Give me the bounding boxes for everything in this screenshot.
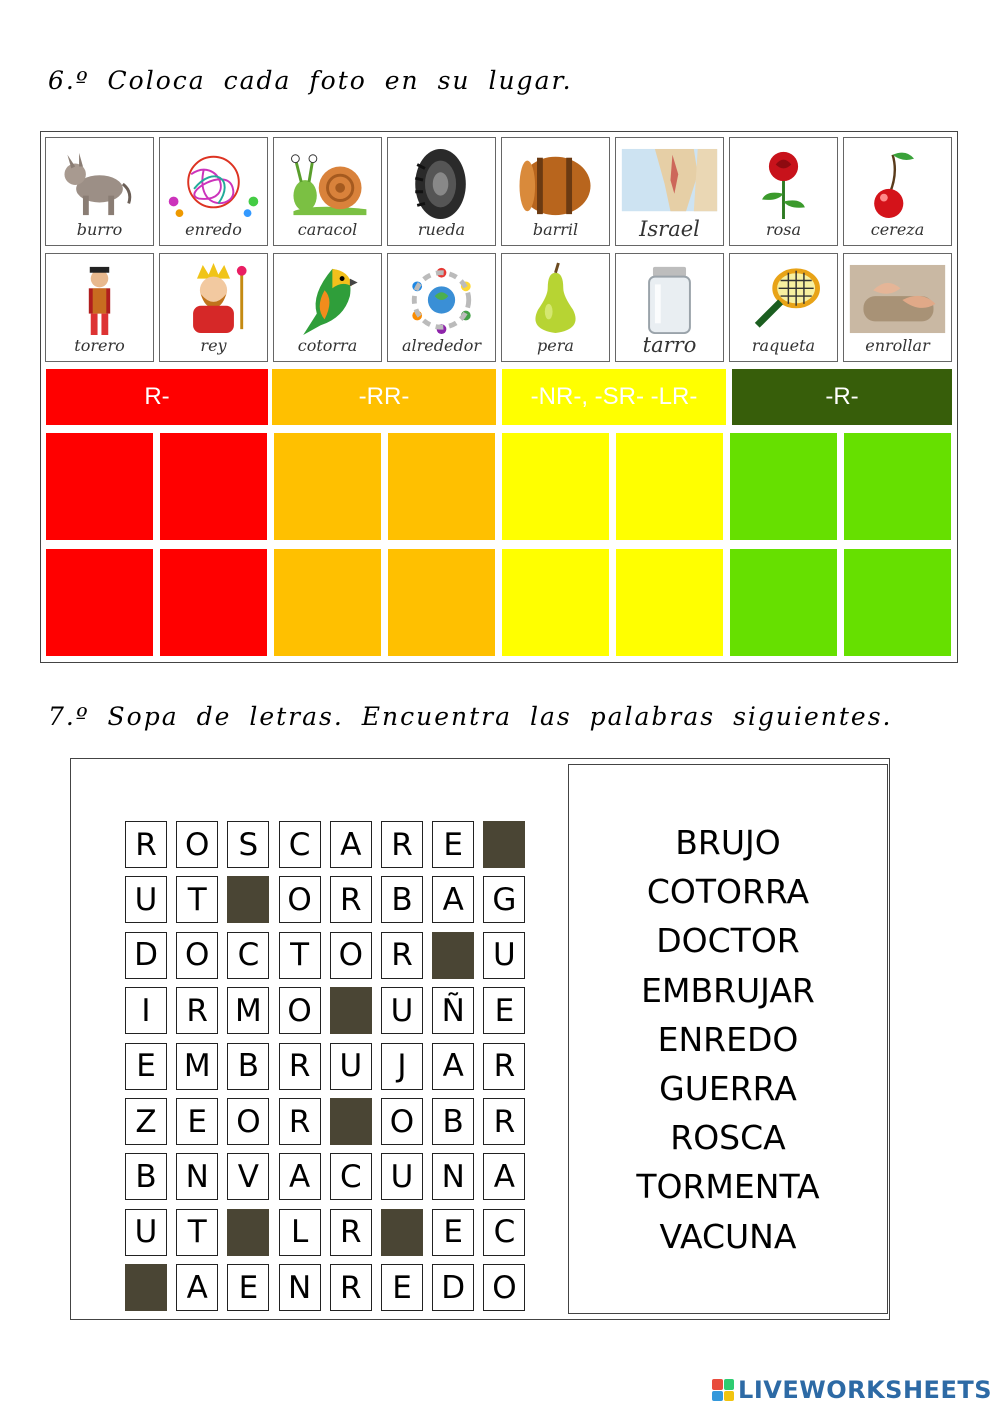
letter-cell[interactable]: E xyxy=(381,1264,423,1311)
word-list-item: DOCTOR xyxy=(656,921,800,961)
letter-cell[interactable]: T xyxy=(176,876,218,923)
drop-zone-category-1[interactable] xyxy=(159,548,268,657)
letter-cell[interactable]: U xyxy=(125,1209,167,1256)
letter-cell[interactable]: A xyxy=(432,1043,474,1090)
letter-cell[interactable]: O xyxy=(381,1098,423,1145)
letter-cell[interactable]: R xyxy=(279,1043,321,1090)
blocked-cell xyxy=(330,1098,372,1145)
drop-zone-category-2[interactable] xyxy=(273,548,382,657)
drop-zone-category-3[interactable] xyxy=(615,548,724,657)
word-list-item: TORMENTA xyxy=(636,1167,820,1207)
picture-card-rey[interactable] xyxy=(159,253,268,362)
liveworksheets-brand[interactable] xyxy=(712,1376,992,1404)
letter-cell[interactable]: O xyxy=(279,987,321,1034)
picture-card-pera[interactable] xyxy=(501,253,610,362)
letter-cell[interactable]: A xyxy=(432,876,474,923)
picture-card-caracol[interactable] xyxy=(273,137,382,246)
letter-cell[interactable]: A xyxy=(483,1153,525,1200)
letter-cell[interactable]: R xyxy=(330,1209,372,1256)
letter-cell[interactable]: D xyxy=(432,1264,474,1311)
letter-cell[interactable]: E xyxy=(432,821,474,868)
letter-cell[interactable]: E xyxy=(483,987,525,1034)
letter-cell[interactable]: I xyxy=(125,987,167,1034)
racket-icon xyxy=(730,260,837,338)
word-list-item: COTORRA xyxy=(646,872,810,912)
letter-cell[interactable]: U xyxy=(125,876,167,923)
drop-zone-category-4[interactable] xyxy=(843,548,952,657)
letter-cell[interactable]: O xyxy=(176,932,218,979)
picture-card-rosa[interactable] xyxy=(729,137,838,246)
drop-zone-category-3[interactable] xyxy=(615,432,724,541)
letter-cell[interactable]: J xyxy=(381,1043,423,1090)
letter-cell[interactable]: C xyxy=(279,821,321,868)
exercise-6-title: 6.º Coloca cada foto en su lugar. xyxy=(48,66,573,95)
blocked-cell xyxy=(125,1264,167,1311)
picture-label: enrollar xyxy=(865,336,930,355)
exercise-7-title: 7.º Sopa de letras. Encuentra las palabras siguientes. xyxy=(48,702,893,731)
letter-cell[interactable]: U xyxy=(330,1043,372,1090)
picture-card-rueda[interactable] xyxy=(387,137,496,246)
drop-zone-category-4[interactable] xyxy=(843,432,952,541)
picture-label: torero xyxy=(74,336,125,355)
word-list xyxy=(568,764,888,1314)
letter-cell[interactable]: U xyxy=(381,987,423,1034)
donkey-icon xyxy=(46,144,153,222)
word-list-item: GUERRA xyxy=(659,1069,797,1108)
letter-cell[interactable]: R xyxy=(483,1043,525,1090)
letter-cell[interactable]: N xyxy=(176,1153,218,1200)
picture-card-raqueta[interactable] xyxy=(729,253,838,362)
drop-zone-category-4[interactable] xyxy=(729,548,838,657)
letter-cell[interactable]: G xyxy=(483,876,525,923)
picture-label: rueda xyxy=(417,220,466,239)
picture-card-burro[interactable] xyxy=(45,137,154,246)
letter-cell[interactable]: T xyxy=(279,932,321,979)
picture-card-barril[interactable] xyxy=(501,137,610,246)
letter-cell[interactable]: C xyxy=(483,1209,525,1256)
word-list-item: BRUJO xyxy=(675,823,781,862)
jar-icon xyxy=(616,260,723,338)
people-circle-icon xyxy=(388,260,495,338)
letter-cell[interactable]: R xyxy=(381,932,423,979)
drop-zone-category-2[interactable] xyxy=(387,548,496,657)
letter-cell[interactable]: L xyxy=(279,1209,321,1256)
parrot-icon xyxy=(274,260,381,338)
letter-cell[interactable]: T xyxy=(176,1209,218,1256)
drop-zone-category-3[interactable] xyxy=(501,432,610,541)
picture-label: enredo xyxy=(185,220,242,239)
brand-name: LIVEWORKSHEETS xyxy=(738,1376,992,1404)
picture-label: pera xyxy=(537,336,574,355)
category-header-1: R- xyxy=(45,368,269,426)
snail-icon xyxy=(274,144,381,222)
letter-cell[interactable]: C xyxy=(330,1153,372,1200)
blocked-cell xyxy=(227,1209,269,1256)
letter-cell[interactable]: E xyxy=(227,1264,269,1311)
picture-label: raqueta xyxy=(751,336,816,355)
letter-cell[interactable]: B xyxy=(432,1098,474,1145)
letter-cell[interactable]: R xyxy=(125,821,167,868)
letter-cell[interactable]: M xyxy=(227,987,269,1034)
letter-cell[interactable]: R xyxy=(176,987,218,1034)
drop-zone-category-1[interactable] xyxy=(45,432,154,541)
picture-label: cereza xyxy=(870,220,925,239)
bullfighter-icon xyxy=(46,260,153,338)
letter-cell[interactable]: C xyxy=(227,932,269,979)
drop-zone-category-4[interactable] xyxy=(729,432,838,541)
exercise-6-table xyxy=(40,131,958,663)
letter-cell[interactable]: N xyxy=(279,1264,321,1311)
pear-icon xyxy=(502,260,609,338)
barrel-icon xyxy=(502,144,609,222)
letter-cell[interactable]: O xyxy=(483,1264,525,1311)
word-list-item: ENREDO xyxy=(657,1019,799,1059)
letter-cell[interactable]: R xyxy=(330,876,372,923)
picture-card-enrollar[interactable] xyxy=(843,253,952,362)
king-icon xyxy=(160,260,267,338)
letter-cell[interactable]: R xyxy=(279,1098,321,1145)
picture-card-cereza[interactable] xyxy=(843,137,952,246)
letter-cell[interactable]: V xyxy=(227,1153,269,1200)
picture-label: burro xyxy=(76,220,123,239)
picture-label: alrededor xyxy=(401,336,481,355)
letter-cell[interactable]: D xyxy=(125,932,167,979)
word-search-panel xyxy=(70,758,890,1320)
letter-cell[interactable]: R xyxy=(381,821,423,868)
picture-label: rosa xyxy=(765,220,802,239)
category-header-2: -RR- xyxy=(271,368,497,426)
letter-cell[interactable]: B xyxy=(125,1153,167,1200)
category-header-3: -NR-, -SR- -LR- xyxy=(501,368,727,426)
tangle-icon xyxy=(160,144,267,222)
letter-cell[interactable]: Z xyxy=(125,1098,167,1145)
letter-cell[interactable]: S xyxy=(227,821,269,868)
letter-cell[interactable]: N xyxy=(432,1153,474,1200)
blocked-cell xyxy=(227,876,269,923)
map-icon xyxy=(616,144,723,222)
letter-cell[interactable]: R xyxy=(330,1264,372,1311)
liveworksheets-logo-icon xyxy=(712,1379,734,1401)
picture-card-tarro[interactable] xyxy=(615,253,724,362)
drop-zone-category-3[interactable] xyxy=(501,548,610,657)
picture-label: barril xyxy=(532,220,579,239)
drop-zone-category-2[interactable] xyxy=(273,432,382,541)
tire-icon xyxy=(388,144,495,222)
picture-card-israel[interactable] xyxy=(615,137,724,246)
letter-cell[interactable]: O xyxy=(330,932,372,979)
picture-label: rey xyxy=(200,336,227,355)
drop-zone-category-2[interactable] xyxy=(387,432,496,541)
letter-cell[interactable]: R xyxy=(483,1098,525,1145)
picture-label: cotorra xyxy=(297,336,358,355)
word-list-item: VACUNA xyxy=(659,1216,797,1256)
letter-cell[interactable]: A xyxy=(330,821,372,868)
word-list-item: ROSCA xyxy=(670,1118,786,1158)
letter-cell[interactable]: O xyxy=(279,876,321,923)
picture-card-torero[interactable] xyxy=(45,253,154,362)
cherry-icon xyxy=(844,144,951,222)
letter-cell[interactable]: U xyxy=(483,932,525,979)
blocked-cell xyxy=(432,932,474,979)
rolling-hands-icon xyxy=(844,260,951,338)
letter-cell[interactable]: Ñ xyxy=(432,987,474,1034)
picture-label: tarro xyxy=(642,333,697,357)
letter-cell[interactable]: E xyxy=(125,1043,167,1090)
word-list-item: EMBRUJAR xyxy=(641,970,815,1010)
letter-cell[interactable]: M xyxy=(176,1043,218,1090)
letter-cell[interactable]: B xyxy=(227,1043,269,1090)
letter-cell[interactable]: E xyxy=(176,1098,218,1145)
picture-card-cotorra[interactable] xyxy=(273,253,382,362)
picture-label: Israel xyxy=(639,217,700,241)
blocked-cell xyxy=(483,821,525,868)
picture-card-alrededor[interactable] xyxy=(387,253,496,362)
letter-cell[interactable]: O xyxy=(176,821,218,868)
letter-cell[interactable]: O xyxy=(227,1098,269,1145)
drop-zone-category-1[interactable] xyxy=(45,548,154,657)
blocked-cell xyxy=(330,987,372,1034)
rose-icon xyxy=(730,144,837,222)
picture-label: caracol xyxy=(297,220,358,239)
blocked-cell xyxy=(381,1209,423,1256)
category-header-4: -R- xyxy=(731,368,953,426)
letter-cell[interactable]: B xyxy=(381,876,423,923)
letter-cell[interactable]: U xyxy=(381,1153,423,1200)
letter-cell[interactable]: A xyxy=(279,1153,321,1200)
letter-cell[interactable]: E xyxy=(432,1209,474,1256)
letter-cell[interactable]: A xyxy=(176,1264,218,1311)
drop-zone-category-1[interactable] xyxy=(159,432,268,541)
picture-card-enredo[interactable] xyxy=(159,137,268,246)
